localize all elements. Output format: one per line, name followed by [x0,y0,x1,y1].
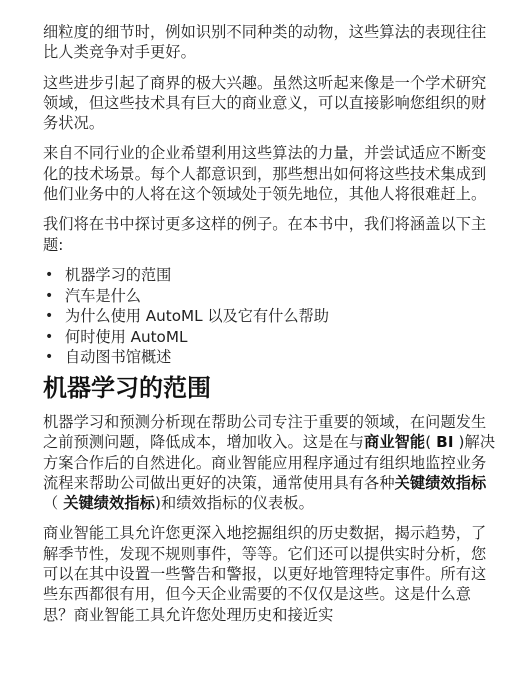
list-item-text: 汽车是什么 [65,286,141,305]
list-item [45,265,501,286]
text-run: 机器学习和预测分析现在帮助公司专注于重要的领域，在问题发生之前预测问题，降低成本，增加收入。这是在与 [43,412,487,452]
bold-term-kpi: 关键绩效指标 [394,473,487,492]
list-item-text: 机器学习的范围 [65,265,172,284]
paragraph-business-interest: 这些进步引起了商界的极大兴趣。虽然这听起来像是一个学术研究领域，但这些技术具有巨大的商业意义，可以直接影响您组织的财务状况。 [43,73,487,133]
bullet-icon: • [45,349,54,366]
text-run: ( [425,433,437,452]
bold-term-bi: 商业智能 [364,433,426,452]
paragraph-industry-adoption: 来自不同行业的企业希望利用这些算法的力量，并尝试适应不断变化的技术场景。每个人都意识到，那些想出如何将这些技术集成到他们业务中的人将在这个领域处于领先地位，其他人将很难赶上。 [43,144,487,204]
list-item [45,347,501,368]
list-item-text: 自动图书馆概述 [65,348,172,367]
list-item [45,286,501,307]
paragraph-bi-tools: 商业智能工具允许您更深入地挖掘组织的历史数据，揭示趋势，了解季节性，发现不规则事件，等等。它们还可以提供实时分析，您可以在其中设置一些警告和警报，以更好地管理特定事件。所有这些东西都很有用，但今天企业需要的不仅仅是这些。这是什么意思？商业智能工具允许您处理历史和接近实 [43,524,487,624]
bullet-icon: • [45,308,54,325]
text-run: )解决方案合作后的自然进化。商业智能应用程序通过有组织地监控业务流程来帮助公司做出更好的决策，通常使用具有各种 [43,433,496,492]
list-item-text: 为什么使用 AutoML 以及它有什么帮助 [65,307,329,326]
bold-term-kpi-abbrev: 关键绩效指标 [63,494,155,513]
list-item [45,327,501,348]
text-run: )和绩效指标的仪表板。 [154,494,314,513]
paragraph-intro-continued: 细粒度的细节时，例如识别不同种类的动物，这些算法的表现往往比人类竞争对手更好。 [43,23,487,62]
bold-term-bi-abbrev: BI [436,433,454,452]
topic-list [43,265,501,368]
bullet-icon: • [45,287,54,304]
list-item-text: 何时使用 AutoML [65,327,188,346]
text-run: （ [43,494,64,513]
bullet-icon: • [45,328,54,345]
list-item [45,306,501,327]
paragraph-topics-intro: 我们将在书中探讨更多这样的例子。在本书中，我们将涵盖以下主题: [43,215,487,254]
document-page [43,22,501,635]
bullet-icon: • [45,266,54,283]
paragraph-business-intelligence [43,412,501,513]
section-heading: 机器学习的范围 [43,373,211,402]
